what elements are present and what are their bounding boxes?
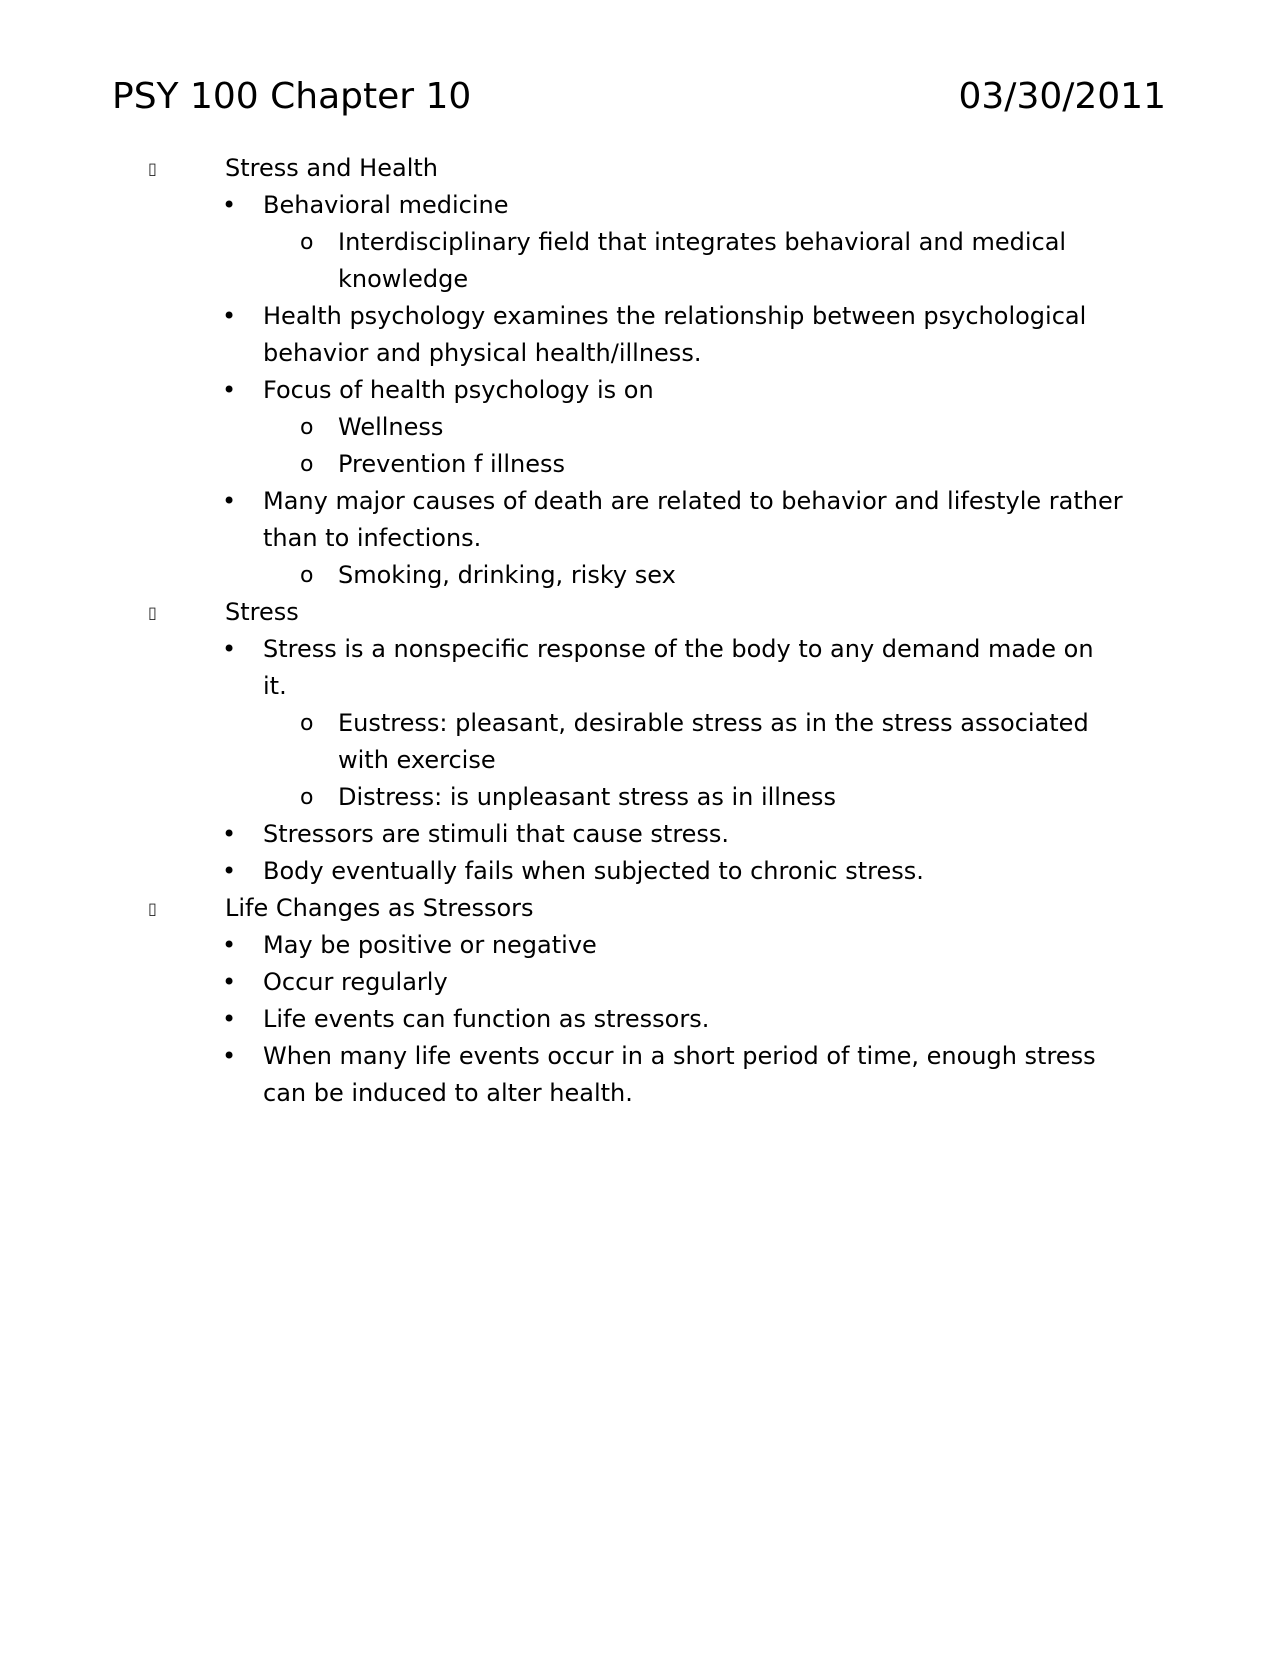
bullet-icon: •: [222, 931, 237, 959]
list-item: [0, 631, 1123, 705]
bullet-icon: •: [222, 968, 237, 996]
section-heading: Stress: [225, 598, 299, 626]
section-heading-row: [0, 890, 1280, 927]
bullet-icon: •: [222, 1005, 237, 1033]
list-item-text: Occur regularly: [263, 968, 448, 996]
list-item: [0, 927, 1123, 964]
list-item: [0, 1001, 1123, 1038]
sub-bullet-icon: o: [300, 415, 314, 440]
list-item-text: May be positive or negative: [263, 931, 597, 959]
bullet-icon: •: [222, 191, 237, 219]
document-title: PSY 100 Chapter 10: [112, 76, 472, 117]
list-item-text: When many life events occur in a short period of time, enough stress can be induced to alter health.: [263, 1042, 1096, 1107]
outline-section: [0, 594, 1280, 890]
list-item-text: Life events can function as stressors.: [263, 1005, 710, 1033]
sub-list-item: [0, 705, 1123, 779]
list-item-text: Stress is a nonspecific response of the body to any demand made on it.: [263, 635, 1094, 700]
list-item-text: Health psychology examines the relationship between psychological behavior and physical health/illness.: [263, 302, 1087, 367]
bullet-icon: •: [222, 487, 237, 515]
sub-list-item-text: Smoking, drinking, risky sex: [338, 561, 676, 589]
bullet-icon: •: [222, 857, 237, 885]
sub-bullet-icon: o: [300, 230, 314, 255]
sub-list-item: [0, 409, 1123, 446]
bullet-icon: •: [222, 635, 237, 663]
section-heading-row: [0, 150, 1280, 187]
bullet-icon: •: [222, 302, 237, 330]
bullet-icon: •: [222, 1042, 237, 1070]
list-item-text: Many major causes of death are related to behavior and lifestyle rather than to infections.: [263, 487, 1123, 552]
document-header: [112, 72, 1166, 122]
list-item: [0, 853, 1123, 890]
list-item-text: Stressors are stimuli that cause stress.: [263, 820, 730, 848]
notes-outline: [0, 150, 1280, 1112]
list-item: [0, 187, 1123, 224]
section-heading: Life Changes as Stressors: [225, 894, 534, 922]
list-item-text: Focus of health psychology is on: [263, 376, 654, 404]
list-item: [0, 1038, 1123, 1112]
sub-bullet-icon: o: [300, 563, 314, 588]
sub-bullet-icon: o: [300, 711, 314, 736]
outline-section: [0, 150, 1280, 594]
list-item: [0, 816, 1123, 853]
list-item: [0, 964, 1123, 1001]
sub-list-item: [0, 446, 1123, 483]
sub-list-item: [0, 779, 1123, 816]
document-date: 03/30/2011: [958, 76, 1166, 117]
list-item-text: Behavioral medicine: [263, 191, 509, 219]
sub-list-item-text: Distress: is unpleasant stress as in illness: [338, 783, 836, 811]
outline-marker-icon: ▯: [148, 899, 157, 918]
sub-list-item: [0, 557, 1123, 594]
list-item-text: Body eventually fails when subjected to chronic stress.: [263, 857, 924, 885]
list-item: [0, 372, 1123, 409]
sub-bullet-icon: o: [300, 785, 314, 810]
outline-section: [0, 890, 1280, 1112]
sub-list-item: [0, 224, 1123, 298]
list-item: [0, 483, 1123, 557]
sub-bullet-icon: o: [300, 452, 314, 477]
sub-list-item-text: Wellness: [338, 413, 444, 441]
outline-marker-icon: ▯: [148, 159, 157, 178]
bullet-icon: •: [222, 376, 237, 404]
section-heading-row: [0, 594, 1280, 631]
section-heading: Stress and Health: [225, 154, 438, 182]
bullet-icon: •: [222, 820, 237, 848]
list-item: [0, 298, 1123, 372]
sub-list-item-text: Interdisciplinary field that integrates behavioral and medical knowledge: [338, 228, 1067, 293]
sub-list-item-text: Eustress: pleasant, desirable stress as in the stress associated with exercise: [338, 709, 1089, 774]
outline-marker-icon: ▯: [148, 603, 157, 622]
sub-list-item-text: Prevention f illness: [338, 450, 566, 478]
